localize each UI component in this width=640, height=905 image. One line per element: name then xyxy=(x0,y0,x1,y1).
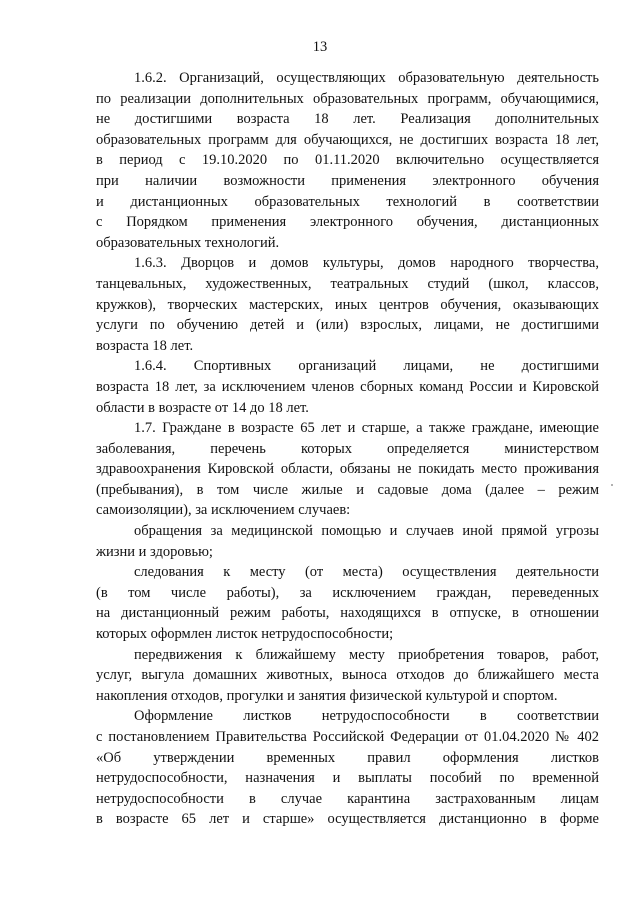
text-line: услуг, выгула домашних животных, выноса отходов до ближайшего места xyxy=(96,667,599,684)
text-line: заболевания, перечень которых определяется министерством xyxy=(96,440,599,457)
text-line: 1.6.4. Спортивных организаций лицами, не достигшими xyxy=(134,358,599,375)
paragraph-1-7 xyxy=(96,418,599,521)
text-line: при наличии возможности применения электронного обучения xyxy=(96,172,599,189)
paragraph-1-6-2 xyxy=(96,68,599,253)
text-line: 1.6.3. Дворцов и домов культуры, домов народного творчества, xyxy=(134,255,599,272)
text-line: (в том числе работы), за исключением граждан, переведенных xyxy=(96,584,599,601)
text-line: 1.7. Граждане в возрасте 65 лет и старше, а также граждане, имеющие xyxy=(134,420,599,437)
paragraph-exception-work xyxy=(96,562,599,644)
text-line: самоизоляции), за исключением случаев: xyxy=(96,502,351,519)
paragraph-sick-leave xyxy=(96,706,599,830)
page-number: 13 xyxy=(312,39,328,55)
text-line: кружков), творческих мастерских, иных центров обучения, оказывающих xyxy=(96,296,599,313)
text-line: с Порядком применения электронного обучения, дистанционных xyxy=(96,214,599,231)
text-line: в период с 19.10.2020 по 01.11.2020 включительно осуществляется xyxy=(96,152,599,169)
text-line: накопления отходов, прогулки и занятия физической культурой и спортом. xyxy=(96,687,558,704)
document-body xyxy=(96,68,599,830)
text-line: возраста 18 лет, за исключением членов сборных команд России и Кировской xyxy=(96,378,599,395)
text-line: образовательных технологий. xyxy=(96,234,280,251)
text-line: не достигшими возраста 18 лет. Реализация дополнительных xyxy=(96,111,599,128)
text-line: которых оформлен листок нетрудоспособности; xyxy=(96,626,394,643)
text-line: здравоохранения Кировской области, обязаны не покидать место проживания xyxy=(96,461,599,478)
text-line: возраста 18 лет. xyxy=(96,337,194,354)
text-line: и дистанционных образовательных технологий в соответствии xyxy=(96,193,599,210)
text-line: с постановлением Правительства Российской Федерации от 01.04.2020 № 402 xyxy=(96,729,599,745)
text-line: 1.6.2. Организаций, осуществляющих образовательную деятельность xyxy=(134,70,599,86)
paragraph-exception-shopping xyxy=(96,645,599,707)
text-line: следования к месту (от места) осуществления деятельности xyxy=(134,564,599,581)
text-line: танцевальных, художественных, театральных студий (школ, классов, xyxy=(96,275,599,292)
text-line: услуги по обучению детей и (или) взрослых, лицами, не достигшими xyxy=(96,317,599,334)
text-line: по реализации дополнительных образовательных программ, обучающимися, xyxy=(96,90,599,107)
paragraph-exception-medical xyxy=(96,521,599,562)
text-line: «Об утверждении временных правил оформления листков xyxy=(96,749,599,766)
scan-speck xyxy=(611,484,613,486)
text-line: передвижения к ближайшему месту приобретения товаров, работ, xyxy=(134,646,599,663)
text-line: жизни и здоровью; xyxy=(96,543,213,560)
text-line: (пребывания), в том числе жилые и садовые дома (далее – режим xyxy=(96,481,599,498)
paragraph-1-6-3 xyxy=(96,253,599,356)
text-line: обращения за медицинской помощью и случаев иной прямой угрозы xyxy=(134,523,599,540)
text-line: на дистанционный режим работы, находящихся в отпуске, в отношении xyxy=(96,605,599,622)
text-line: области в возрасте от 14 до 18 лет. xyxy=(96,399,309,416)
text-line: нетрудоспособности, назначения и выплаты пособий по временной xyxy=(96,770,599,787)
text-line: образовательных программ для обучающихся, не достигших возраста 18 лет, xyxy=(96,131,599,148)
paragraph-1-6-4 xyxy=(96,356,599,418)
text-line: нетрудоспособности в случае карантина застрахованным лицам xyxy=(96,790,599,807)
text-line: в возрасте 65 лет и старше» осуществляется дистанционно в форме xyxy=(96,811,599,828)
text-line: Оформление листков нетрудоспособности в соответствии xyxy=(134,708,599,725)
